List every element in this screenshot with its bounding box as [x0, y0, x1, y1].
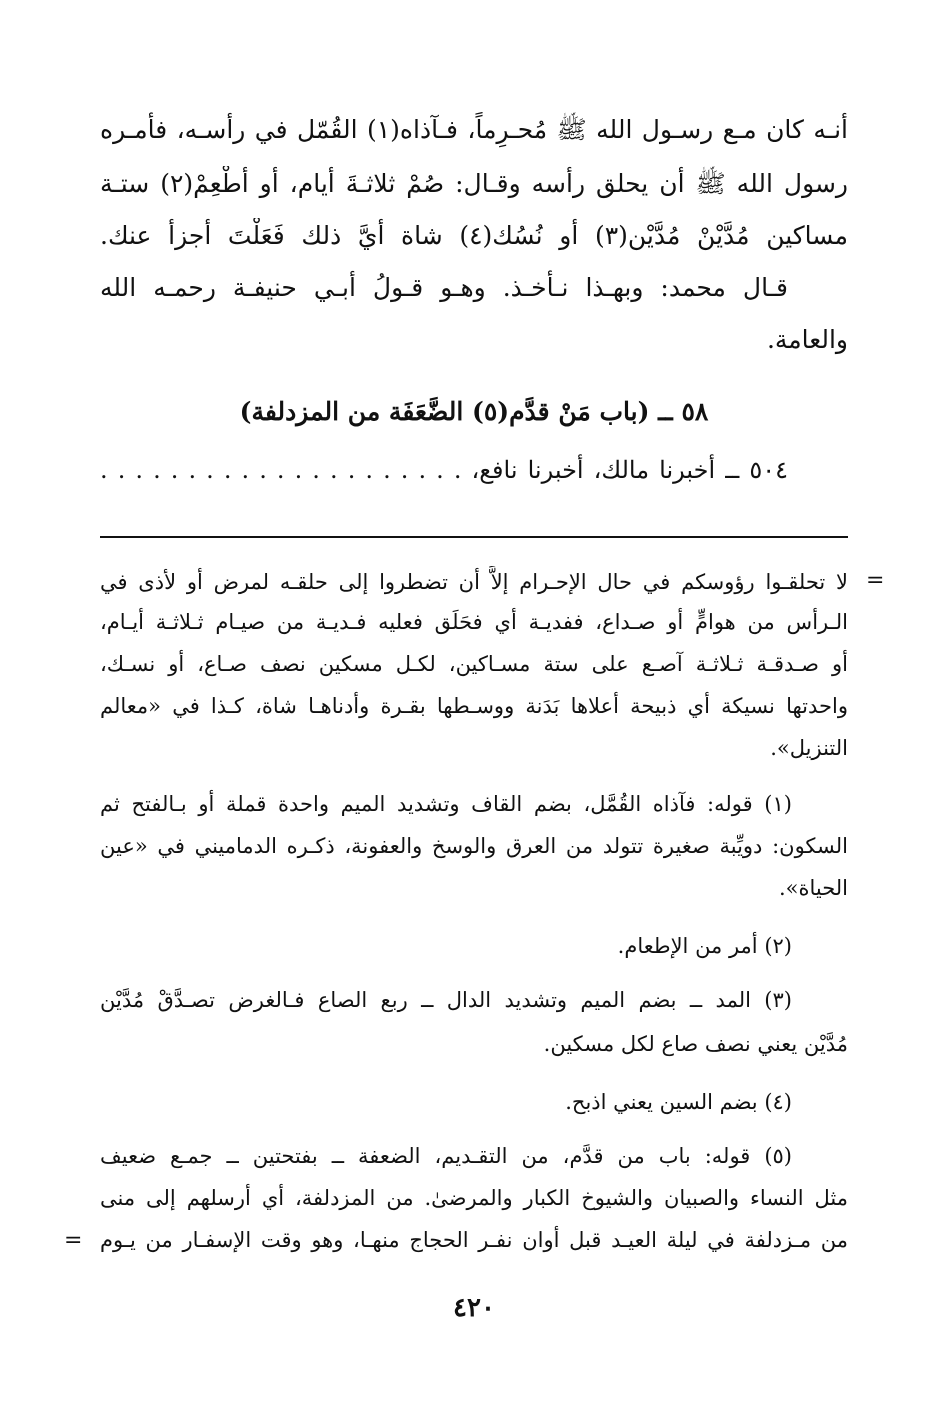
continuation-mark: = [866, 568, 885, 593]
continuation-end-mark: = [64, 1228, 83, 1253]
hadith-line: ٥٠٤ ــ أخبرنا مالك، أخبرنا نافع، . . . . . . . . . . . . . . . . . . . . . [100, 456, 788, 484]
footnote-5: مثل النساء والصبيان والشيوخ الكبار والمرضىٰ. من المزدلفة، أي أرسلهم إلى منى [100, 1186, 848, 1210]
footnote-cont-line: الـرأس من هوامٍّ أو صـداع، ففديـة أي فحَلَق فعليه فـديـة من صيـام ثـلاثـة أيـام، [100, 610, 848, 634]
footnote-2: (٢) أمر من الإطعام. [617, 934, 792, 958]
footnote-separator [100, 536, 848, 538]
page-number: ٤٢٠ [453, 1293, 495, 1323]
main-text-line: قـال محمد: وبهـذا نـأخـذ. وهـو قـولُ أبـي حنيفـة رحمـه الله [100, 273, 788, 302]
footnote-3: مُدَّيْن يعني نصف صاع لكل مسكين. [543, 1032, 848, 1056]
footnote-3: (٣) المد ــ بضم الميم وتشديد الدال ــ ربع الصاع فـالغرض تصـدَّقْ مُدَّيْن [100, 988, 792, 1012]
footnote-cont-line: التنزيل». [770, 736, 848, 760]
footnote-1: الحياة». [778, 876, 848, 900]
footnote-5: (٥) قوله: باب من قدَّم، من التقـديم، الضعفة ــ بفتحتين ــ جمـع ضعيف [100, 1144, 792, 1168]
main-text-line: رسول الله ﷺ أن يحلق رأسه وقـال: صُمْ ثلاثـةَ أيام، أو أطْعِمْ(٢) ستـة [100, 169, 848, 198]
main-text-line: مساكين مُدَّيْنْ مُدَّيْن(٣) أو نُسُك(٤) شاة أيَّ ذلك فَعَلْتَ أجزأ عنك. [100, 221, 848, 250]
chapter-title: ٥٨ ــ (باب مَنْ قدَّم(٥) الضَّعَفَة من المزدلفة) [239, 397, 709, 426]
main-text-line: أنـه كان مـع رسـول الله ﷺ مُحـرِماً، فـآذاه(١) القُمّل في رأسـه، فأمـره [100, 115, 848, 144]
footnote-1: السكون: دويِّبة صغيرة تتولد من العرق والوسخ والعفونة، ذكـره الدماميني في «عين [100, 834, 848, 858]
footnote-cont-line: لا تحلقـوا رؤوسكم في حال الإحـرام إلاَّ أن تضطروا إلى حلقـه لمرض أو لأذى في [100, 570, 848, 594]
footnote-cont-line: أو صـدقـة ثـلاثـة آصـع على ستة مسـاكين، لكـل مسكين نصف صـاع، أو نسـك، [100, 652, 848, 676]
footnote-4: (٤) بضم السين يعني اذبح. [565, 1090, 792, 1114]
footnote-cont-line: واحدتها نسيكة أي ذبيحة أعلاها بَدَنة ووسـطها بقـرة وأدناهـا شاة، كـذا في «معالم [100, 694, 848, 718]
footnote-1: (١) قوله: فآذاه القُمَّل، بضم القاف وتشديد الميم واحدة قملة أو بـالفتح ثم [100, 792, 792, 816]
main-text-line: والعامة. [766, 325, 848, 354]
footnote-5: من مـزدلفة في ليلة العيـد قبل أوان نفـر الحجاج منهـا، وهو وقت الإسفـار من يـوم [100, 1228, 848, 1252]
